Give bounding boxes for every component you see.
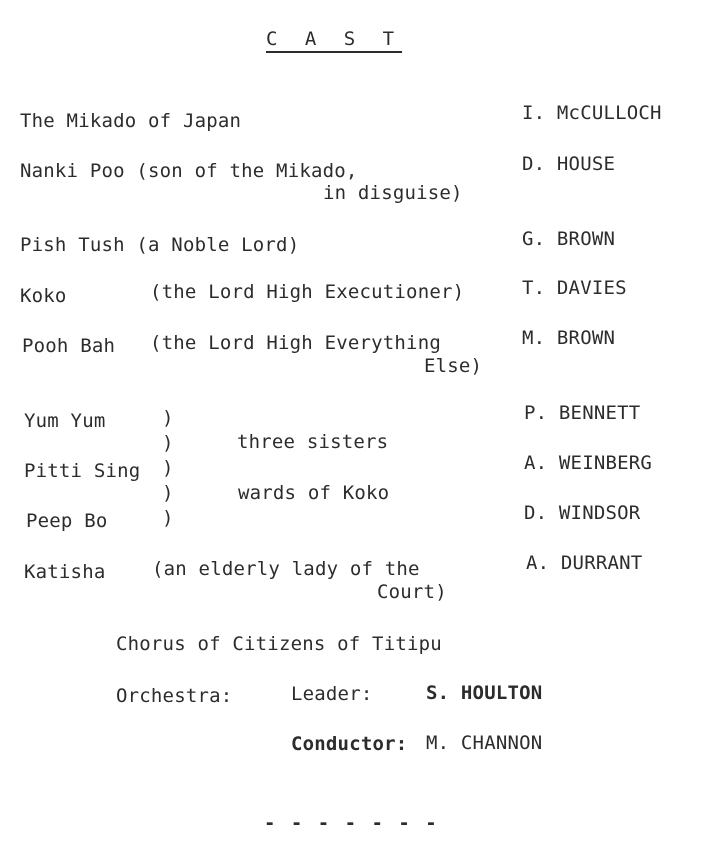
actor-pooh-bah: M. BROWN bbox=[522, 327, 616, 349]
sisters-note: three sisters bbox=[237, 431, 389, 453]
role-nanki-poo-cont: in disguise) bbox=[323, 182, 463, 204]
conductor-name: M. CHANNON bbox=[426, 732, 543, 754]
conductor-label: Conductor: bbox=[291, 733, 408, 755]
role-yum-yum: Yum Yum bbox=[24, 410, 106, 432]
role-koko-name: Koko bbox=[20, 285, 67, 307]
role-nanki-poo: Nanki Poo (son of the Mikado, bbox=[20, 160, 358, 182]
actor-peep-bo: D. WINDSOR bbox=[524, 502, 641, 524]
bracket: ) bbox=[162, 482, 174, 504]
actor-pish-tush: G. BROWN bbox=[522, 228, 616, 250]
bracket: ) bbox=[162, 407, 174, 429]
bracket: ) bbox=[162, 457, 174, 479]
bracket: ) bbox=[162, 432, 174, 454]
role-katisha-name: Katisha bbox=[24, 561, 106, 583]
role-pooh-bah-cont: Else) bbox=[424, 355, 483, 377]
actor-koko: T. DAVIES bbox=[522, 277, 627, 299]
actor-katisha: A. DURRANT bbox=[526, 552, 643, 574]
role-pish-tush: Pish Tush (a Noble Lord) bbox=[20, 234, 300, 256]
role-koko-desc: (the Lord High Executioner) bbox=[150, 281, 465, 303]
orchestra-label: Orchestra: bbox=[116, 685, 233, 707]
role-peep-bo: Peep Bo bbox=[26, 510, 108, 532]
role-katisha-cont: Court) bbox=[377, 581, 447, 603]
actor-mikado: I. McCULLOCH bbox=[522, 102, 662, 124]
chorus-line: Chorus of Citizens of Titipu bbox=[116, 633, 442, 655]
role-mikado: The Mikado of Japan bbox=[20, 110, 242, 132]
role-katisha-desc: (an elderly lady of the bbox=[152, 558, 420, 580]
actor-yum-yum: P. BENNETT bbox=[524, 402, 641, 424]
role-pitti-sing: Pitti Sing bbox=[24, 460, 141, 482]
role-pooh-bah-desc: (the Lord High Everything bbox=[150, 332, 441, 354]
leader-label: Leader: bbox=[291, 683, 373, 705]
role-pooh-bah-name: Pooh Bah bbox=[22, 335, 116, 357]
actor-pitti-sing: A. WEINBERG bbox=[524, 452, 653, 474]
end-dashes: - - - - - - - bbox=[264, 812, 439, 834]
wards-note: wards of Koko bbox=[238, 482, 390, 504]
page-title: C A S T bbox=[266, 28, 403, 50]
bracket: ) bbox=[162, 507, 174, 529]
leader-name: S. HOULTON bbox=[426, 682, 543, 704]
actor-nanki-poo: D. HOUSE bbox=[522, 153, 616, 175]
